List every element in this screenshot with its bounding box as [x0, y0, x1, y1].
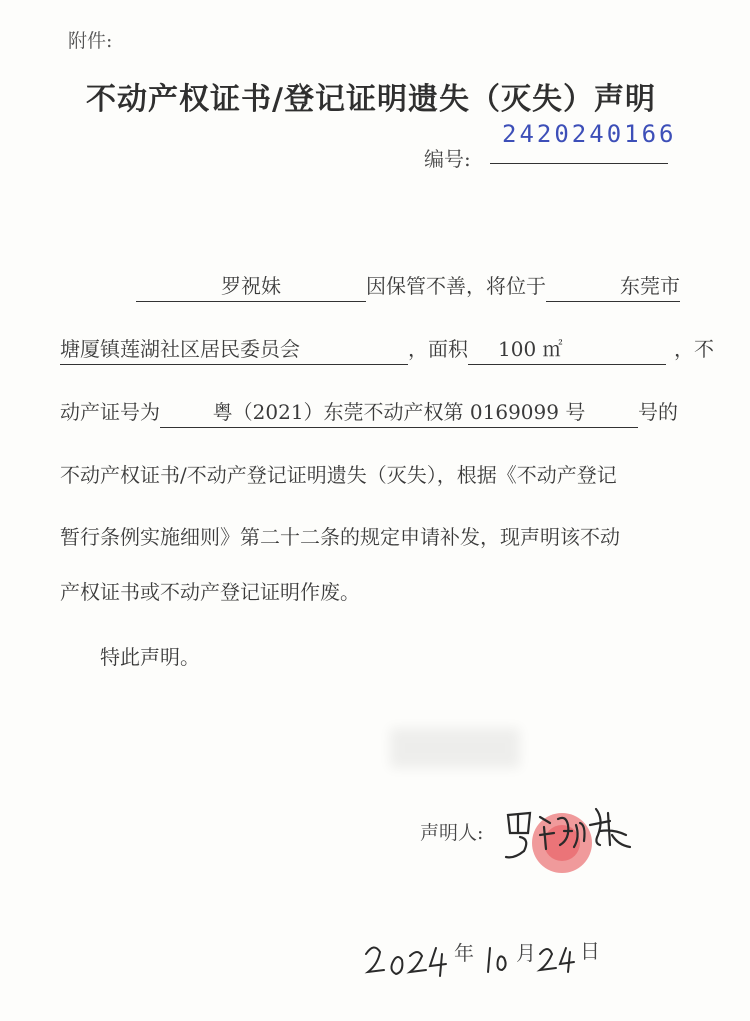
cert-suffix: 号的: [638, 400, 678, 424]
handwritten-signature-with-seal: [500, 795, 660, 885]
body-line-6: 产权证书或不动产登记证明作废。: [60, 580, 360, 604]
body-line-4: 不动产权证书/不动产登记证明遗失（灭失），根据《不动产登记: [60, 463, 617, 487]
closing-statement: 特此声明。: [100, 645, 200, 669]
location-field-1: 东莞市: [546, 270, 680, 302]
line-1: [136, 270, 680, 302]
svg-text:日: 日: [580, 939, 600, 963]
serial-label: 编号:: [424, 147, 471, 171]
handwritten-date: [360, 930, 620, 990]
cert-prefix: 动产证号为: [60, 400, 160, 424]
serial-number: 2420240166: [502, 120, 677, 148]
area-prefix: ，面积: [408, 337, 468, 361]
owner-name-field: 罗祝妹: [136, 270, 366, 302]
declarant-label: 声明人:: [420, 822, 484, 844]
location-field-2: 塘厦镇莲湖社区居民委员会: [60, 333, 408, 365]
document-title: 不动产权证书/登记证明遗失（灭失）声明: [86, 82, 656, 117]
cert-number-field: 粤（2021）东莞不动产权第 0169099 号: [160, 396, 638, 428]
attachment-label: 附件:: [68, 30, 113, 52]
svg-text:月: 月: [516, 941, 536, 965]
body-line-5: 暂行条例实施细则》第二十二条的规定申请补发，现声明该不动: [60, 525, 620, 549]
line2-suffix: ，不: [674, 337, 714, 361]
line-3: [60, 396, 678, 428]
line-2: [60, 333, 714, 365]
bleed-through-mark: [390, 728, 520, 768]
phrase-after-owner: 因保管不善，将位于: [366, 274, 546, 298]
area-field: 100 ㎡: [468, 333, 666, 365]
serial-underline: [490, 163, 668, 164]
svg-text:年: 年: [454, 941, 474, 965]
